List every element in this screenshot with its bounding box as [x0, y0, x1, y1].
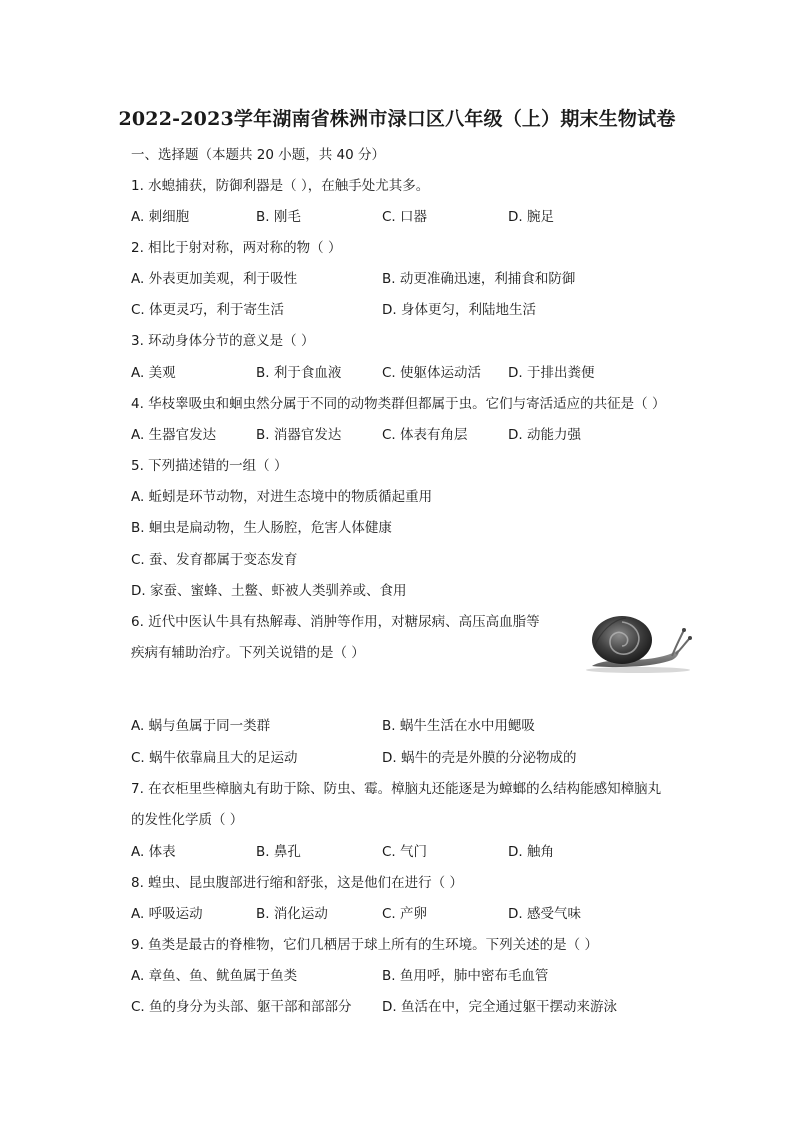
question-9-option-b: B. 鱼用呼，肺中密布毛血管: [382, 968, 549, 984]
question-7-stem-line-1: 7. 在衣柜里些樟脑丸有助于除、防虫、霉。樟脑丸还能逐是为蟑螂的么结构能感知樟脑丸: [131, 781, 662, 797]
question-5-option-a: A. 蚯蚓是环节动物，对进生态境中的物质循起重用: [131, 489, 433, 505]
question-9-stem: 9. 鱼类是最古的脊椎物，它们几栖居于球上所有的生环境。下列关述的是（ ）: [131, 937, 598, 953]
question-4-option-c: C. 体表有角层: [382, 427, 468, 443]
question-5-option-d: D. 家蚕、蜜蜂、土鳖、虾被人类驯养或、食用: [131, 583, 407, 599]
question-1-option-a: A. 刺细胞: [131, 209, 190, 225]
question-2-stem: 2. 相比于射对称，两对称的物（ ）: [131, 240, 342, 256]
question-5-option-b: B. 蛔虫是扁动物，生人肠腔，危害人体健康: [131, 520, 392, 536]
question-4-option-d: D. 动能力强: [508, 427, 581, 443]
question-7-option-b: B. 鼻孔: [256, 844, 301, 860]
snail-photo: [580, 610, 695, 675]
question-8-option-c: C. 产卵: [382, 906, 428, 922]
question-6-stem-line-2: 疾病有辅助治疗。下列关说错的是（ ）: [131, 645, 365, 661]
question-9-option-a: A. 章鱼、鱼、鱿鱼属于鱼类: [131, 968, 298, 984]
question-2-option-b: B. 动更准确迅速，利捕食和防御: [382, 271, 576, 287]
question-8-option-b: B. 消化运动: [256, 906, 328, 922]
question-4-option-a: A. 生器官发达: [131, 427, 217, 443]
question-1-stem: 1. 水螅捕获，防御利器是（ ），在触手处尤其多。: [131, 178, 430, 194]
question-6-option-c: C. 蜗牛依靠扁且大的足运动: [131, 750, 298, 766]
question-3-option-c: C. 使躯体运动活: [382, 365, 482, 381]
question-3-option-b: B. 利于食血液: [256, 365, 342, 381]
question-6-stem-line-1: 6. 近代中医认牛具有热解毒、消肿等作用，对糖尿病、高压高血脂等: [131, 614, 540, 630]
question-7-option-c: C. 气门: [382, 844, 428, 860]
question-2-option-a: A. 外表更加美观，利于吸性: [131, 271, 298, 287]
question-7-stem-line-2: 的发性化学质（ ）: [131, 812, 244, 828]
question-6-option-b: B. 蜗牛生活在水中用鳃吸: [382, 718, 535, 734]
question-3-stem: 3. 环动身体分节的意义是（ ）: [131, 333, 315, 349]
question-2-option-c: C. 体更灵巧，利于寄生活: [131, 302, 285, 318]
section-heading: 一、选择题（本题共 20 小题，共 40 分）: [131, 147, 386, 163]
question-7-option-d: D. 触角: [508, 844, 554, 860]
question-5-stem: 5. 下列描述错的一组（ ）: [131, 458, 288, 474]
question-2-option-d: D. 身体更匀，利陆地生活: [382, 302, 536, 318]
question-5-option-c: C. 蚕、发育都属于变态发育: [131, 552, 298, 568]
question-1-option-c: C. 口器: [382, 209, 428, 225]
question-9-option-d: D. 鱼活在中，完全通过躯干摆动来游泳: [382, 999, 617, 1015]
question-1-option-b: B. 刚毛: [256, 209, 301, 225]
page-title: 2022-2023学年湖南省株洲市渌口区八年级（上）期末生物试卷: [118, 108, 676, 130]
question-3-option-d: D. 于排出粪便: [508, 365, 595, 381]
question-1-option-d: D. 腕足: [508, 209, 554, 225]
question-8-option-d: D. 感受气味: [508, 906, 581, 922]
question-6-option-d: D. 蜗牛的壳是外膜的分泌物成的: [382, 750, 577, 766]
question-6-option-a: A. 蜗与鱼属于同一类群: [131, 718, 271, 734]
question-4-option-b: B. 消器官发达: [256, 427, 342, 443]
question-8-option-a: A. 呼吸运动: [131, 906, 203, 922]
question-7-option-a: A. 体表: [131, 844, 176, 860]
question-4-stem: 4. 华枝睾吸虫和蛔虫然分属于不同的动物类群但都属于虫。它们与寄活适应的共征是（ ）: [131, 396, 666, 412]
question-3-option-a: A. 美观: [131, 365, 176, 381]
question-8-stem: 8. 蝗虫、昆虫腹部进行缩和舒张，这是他们在进行（ ）: [131, 875, 463, 891]
question-9-option-c: C. 鱼的身分为头部、躯干部和部部分: [131, 999, 352, 1015]
